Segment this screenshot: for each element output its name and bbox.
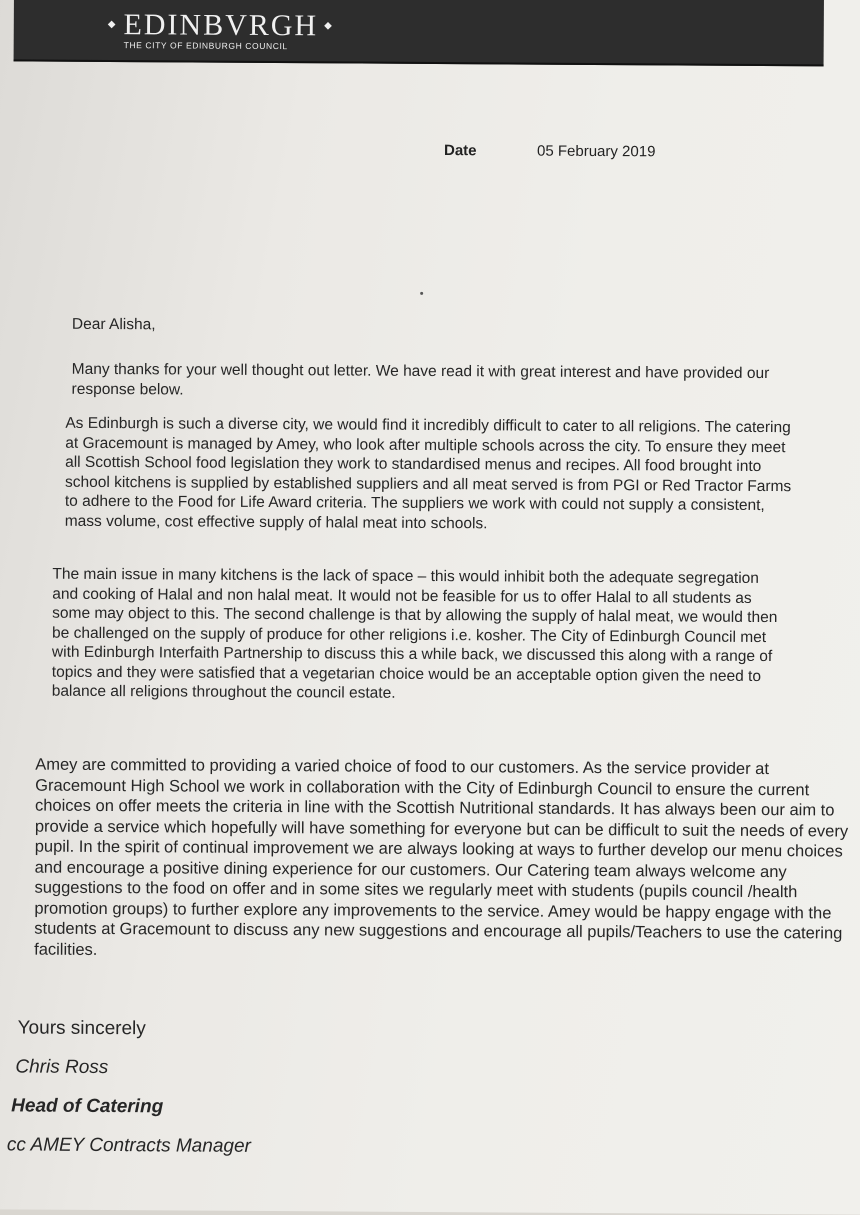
letterhead-banner bbox=[14, 0, 824, 66]
signatory-name: Chris Ross bbox=[15, 1056, 109, 1079]
logo-tagline: THE CITY OF EDINBURGH COUNCIL bbox=[123, 40, 288, 52]
date-label: Date bbox=[443, 142, 477, 160]
valediction: Yours sincerely bbox=[17, 1017, 146, 1040]
paragraph-4: Amey are committed to providing a varied choice of food to our customers. As the service provider at Gracemount High School we work in collaboration with the City of Edinburgh Council to ensure the current choices on offer meets the criteria in line with the Scottish Nutritional standards. It has always been our aim to provide a service which hopefully will have something for everyone but can be difficult to suit the needs of every pupil. In the spirit of continual improvement we are always looking at ways to further develop our menu choices and encourage a positive dining experience for our customers. Our Catering team always welcome any suggestions to the food on offer and in some sites we regularly meet with students (pupils council /health promotion groups) to further explore any improvements to the service. Amey would be happy engage with the students at Gracemount to discuss any new suggestions and encourage all pupils/Teachers to use the catering facilities. bbox=[34, 755, 849, 959]
signatory-title: Head of Catering bbox=[11, 1095, 164, 1118]
cc-line: cc AMEY Contracts Manager bbox=[6, 1134, 251, 1157]
council-logo bbox=[102, 10, 340, 51]
date-value: 05 February 2019 bbox=[536, 142, 656, 161]
salutation: Dear Alisha, bbox=[71, 315, 156, 334]
date-line bbox=[444, 142, 656, 160]
logo-wordmark: EDINBVRGH bbox=[123, 8, 319, 43]
paper-speck bbox=[420, 292, 423, 295]
paragraph-3: The main issue in many kitchens is the lack of space – this would inhibit both the adequate segregation and cooking of Halal and non halal meat. It would not be feasible for us to offer Halal to all students as some may object to this. The second challenge is that by allowing the supply of halal meat, we would then be challenged on the supply of produce for other religions i.e. kosher. The City of Edinburgh Council met with Edinburgh Interfaith Partnership to discuss this a while back, we discussed this along with a range of topics and they were satisfied that a vegetarian choice would be an acceptable option given the need to balance all religions throughout the council estate. bbox=[51, 565, 778, 702]
paragraph-2: As Edinburgh is such a diverse city, we would find it incredibly difficult to cater to all religions. The catering at Gracemount is managed by Amey, who look after multiple schools across the city. To ensure they meet all Scottish School food legislation they work to standardised menus and recipes. All food brought into school kitchens is supplied by established suppliers and all meat served is from PGI or Red Tractor Farms to adhere to the Food for Life Award criteria. The suppliers we work with could not supply a consistent, mass volume, cost effective supply of halal meat into schools. bbox=[64, 414, 792, 532]
diamond-icon: ◆ bbox=[107, 19, 118, 31]
diamond-icon: ◆ bbox=[324, 20, 334, 32]
paragraph-1: Many thanks for your well thought out letter. We have read it with great interest and have provided our response below. bbox=[71, 360, 770, 398]
